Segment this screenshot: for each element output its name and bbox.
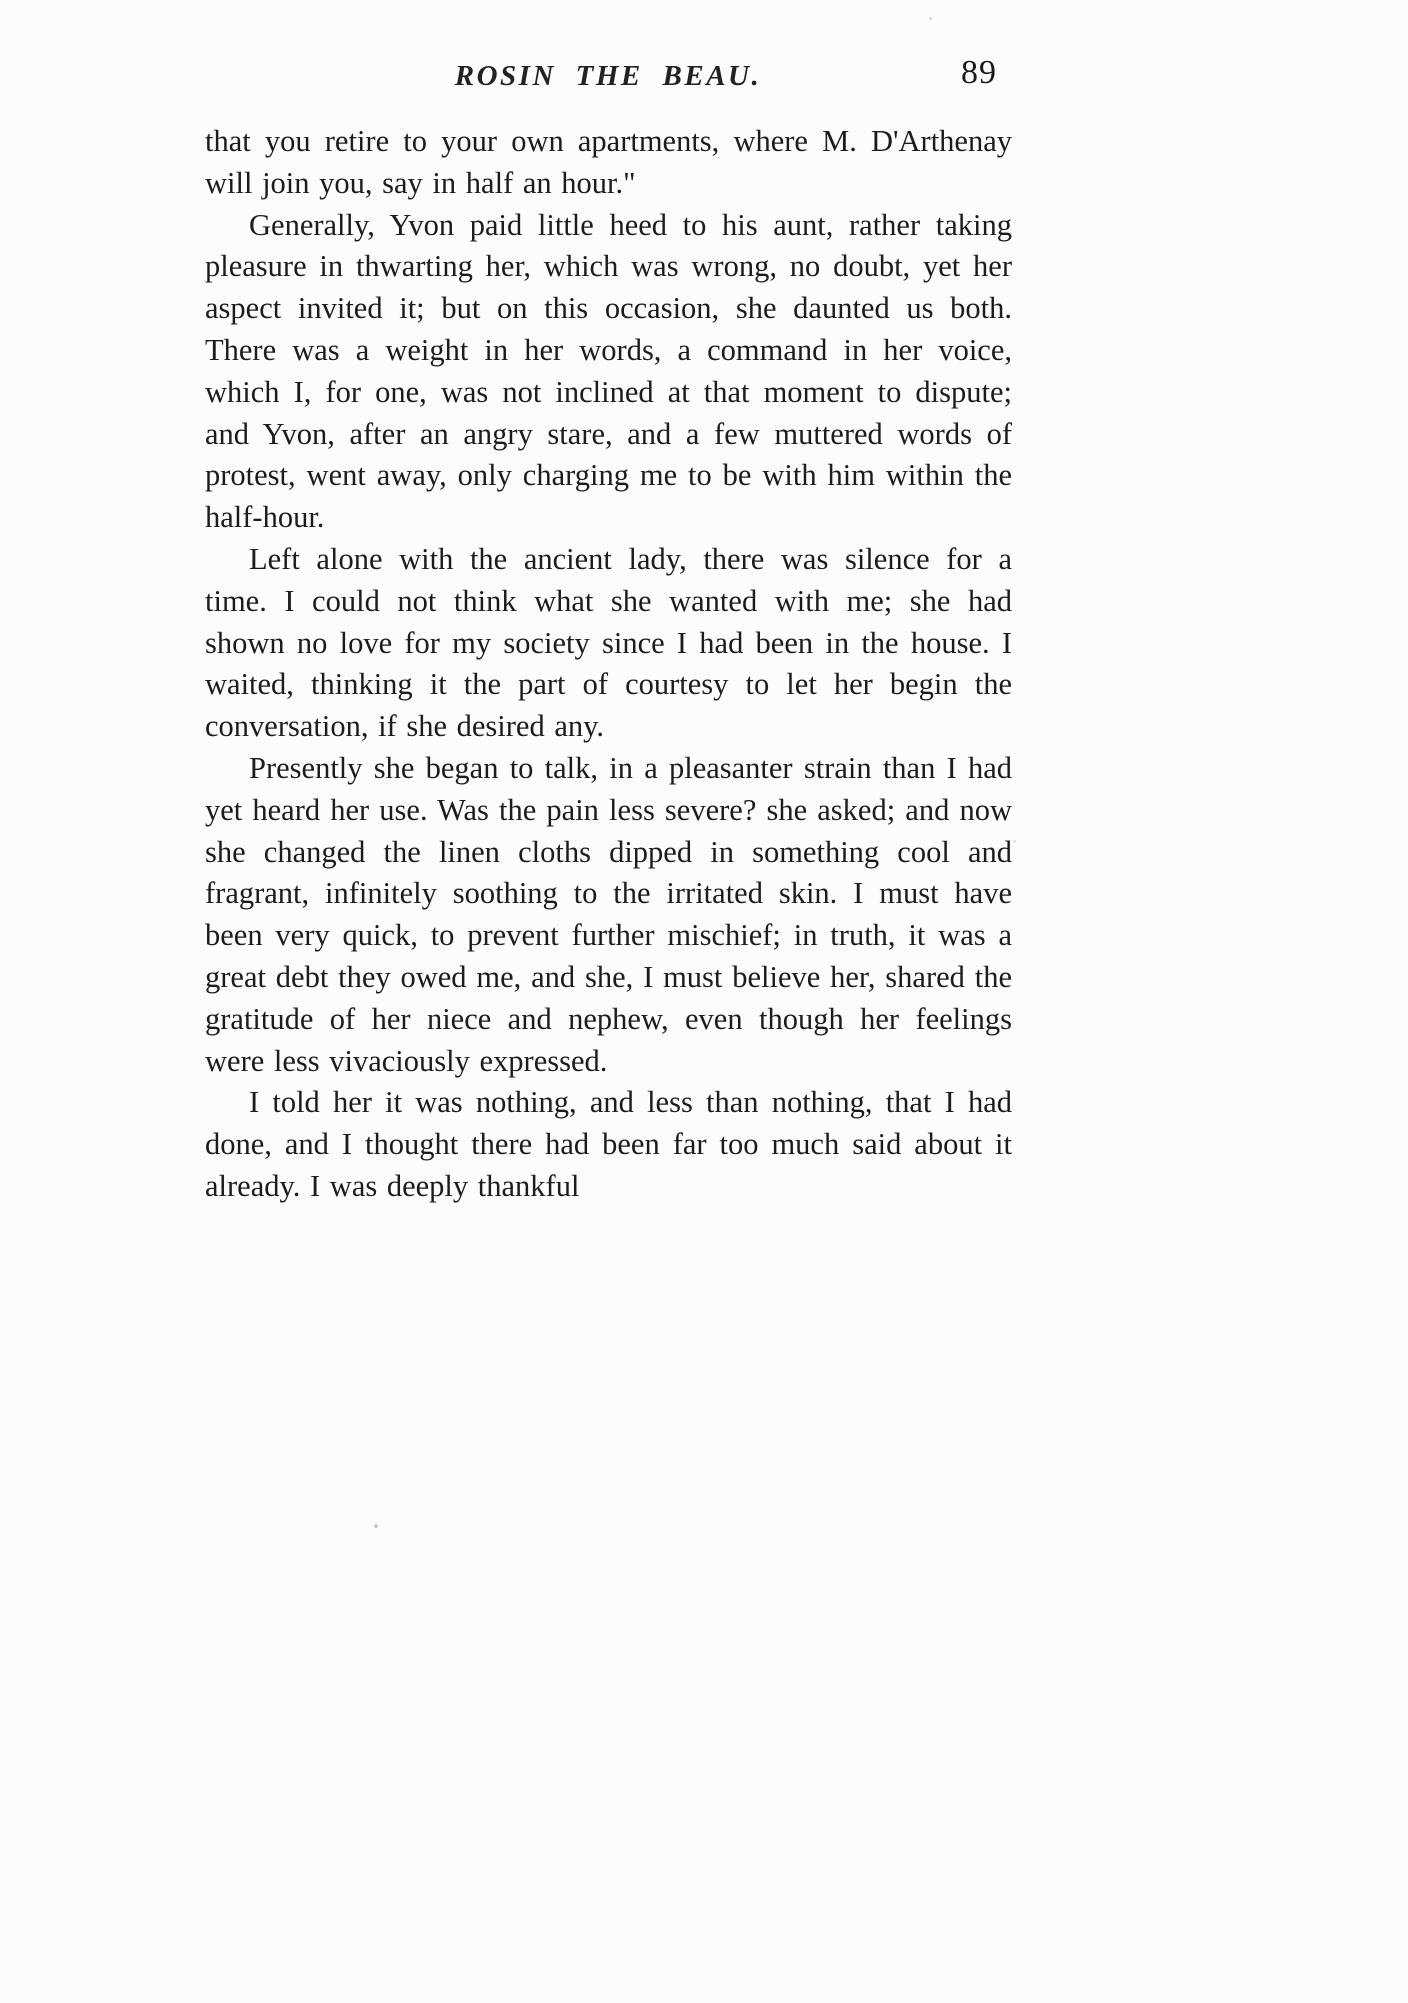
paragraph: Left alone with the ancient lady, there was silence for a time. I could not think what she wanted with me; she had shown no love for my society since I had been in the house. I waited, thinking it the part of courtesy to let her begin the conversation, if she desired any.	[205, 541, 1012, 744]
page-body	[205, 121, 1012, 1208]
page-header	[205, 54, 1011, 104]
page-number: 89	[961, 54, 997, 91]
scan-speck	[929, 17, 932, 20]
paragraph: Presently she began to talk, in a pleasanter strain than I had yet heard her use. Was the pain less severe? she asked; and now she changed the linen cloths dipped in something cool and fragrant, infinitely soothing to the irritated skin. I must have been very quick, to prevent further mischief; in truth, it was a great debt they owed me, and she, I must believe her, shared the gratitude of her niece and nephew, even though her feelings were less vivaciously expressed.	[205, 750, 1012, 1078]
paragraph: that you retire to your own apartments, where M. D'Arthenay will join you, say in half an hour."	[205, 124, 1012, 200]
running-title: ROSIN THE BEAU.	[454, 60, 762, 92]
paragraph: I told her it was nothing, and less than nothing, that I had done, and I thought there had been far too much said about it already. I was deeply thankful	[205, 1085, 1012, 1203]
paragraph: Generally, Yvon paid little heed to his aunt, rather taking pleasure in thwarting her, which was wrong, no doubt, yet her aspect invited it; but on this occasion, she daunted us both. There was a weight in her words, a command in her voice, which I, for one, was not inclined at that moment to dispute; and Yvon, after an angry stare, and a few muttered words of protest, went away, only charging me to be with him within the half-hour.	[205, 207, 1012, 535]
scan-speck	[1013, 840, 1016, 843]
scan-speck	[374, 1524, 378, 1528]
